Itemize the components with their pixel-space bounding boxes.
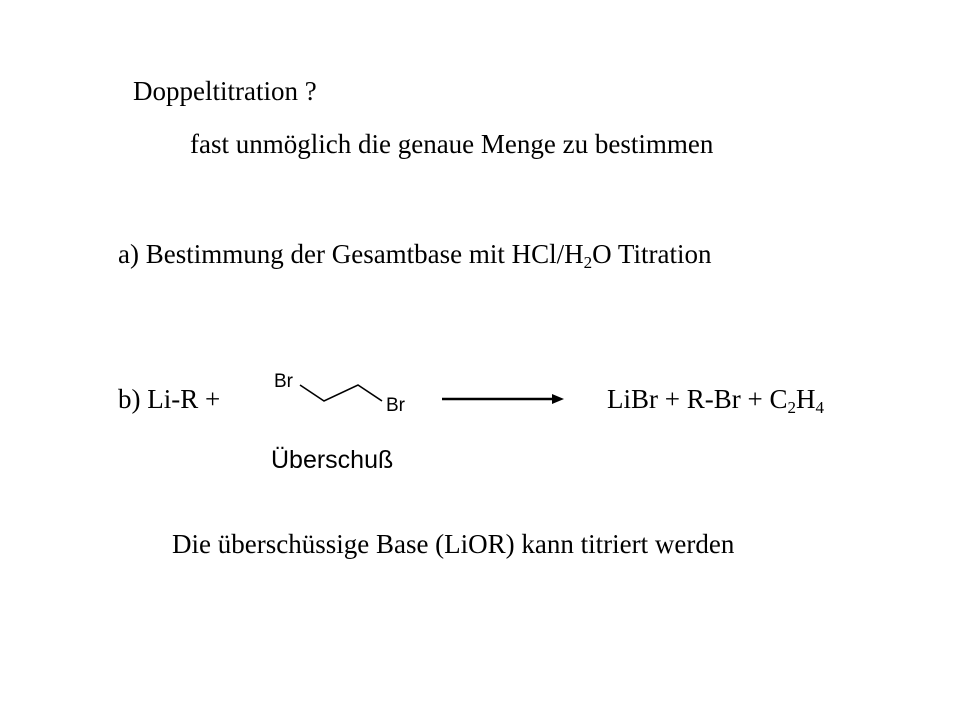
- hydrogen-subscript: 4: [815, 398, 824, 417]
- dibromoethane-structure: [262, 365, 422, 417]
- conclusion-text: Die überschüssige Base (LiOR) kann titriert werden: [172, 529, 735, 559]
- method-a-prefix: a) Bestimmung der Gesamtbase mit HCl/H: [118, 239, 584, 269]
- reactant-text: b) Li-R +: [118, 384, 221, 414]
- carbon-chain-bond: [300, 385, 382, 401]
- bromine-label-1: Br: [274, 371, 293, 392]
- method-a-subscript: 2: [583, 253, 593, 272]
- carbon-subscript: 2: [787, 398, 796, 417]
- page-title: Doppeltitration ?: [133, 76, 317, 106]
- reaction-arrow-icon: [440, 387, 566, 411]
- note-text: fast unmöglich die genaue Menge zu bestimmen: [190, 129, 714, 159]
- method-a-suffix: O Titration: [592, 239, 712, 269]
- products-text: [607, 384, 824, 417]
- hydrogen-symbol: H: [795, 384, 816, 414]
- excess-label: Überschuß: [271, 446, 394, 474]
- bromine-label-2: Br: [386, 395, 405, 416]
- method-a-text: [118, 239, 712, 272]
- products-prefix: LiBr + R-Br + C: [607, 384, 788, 414]
